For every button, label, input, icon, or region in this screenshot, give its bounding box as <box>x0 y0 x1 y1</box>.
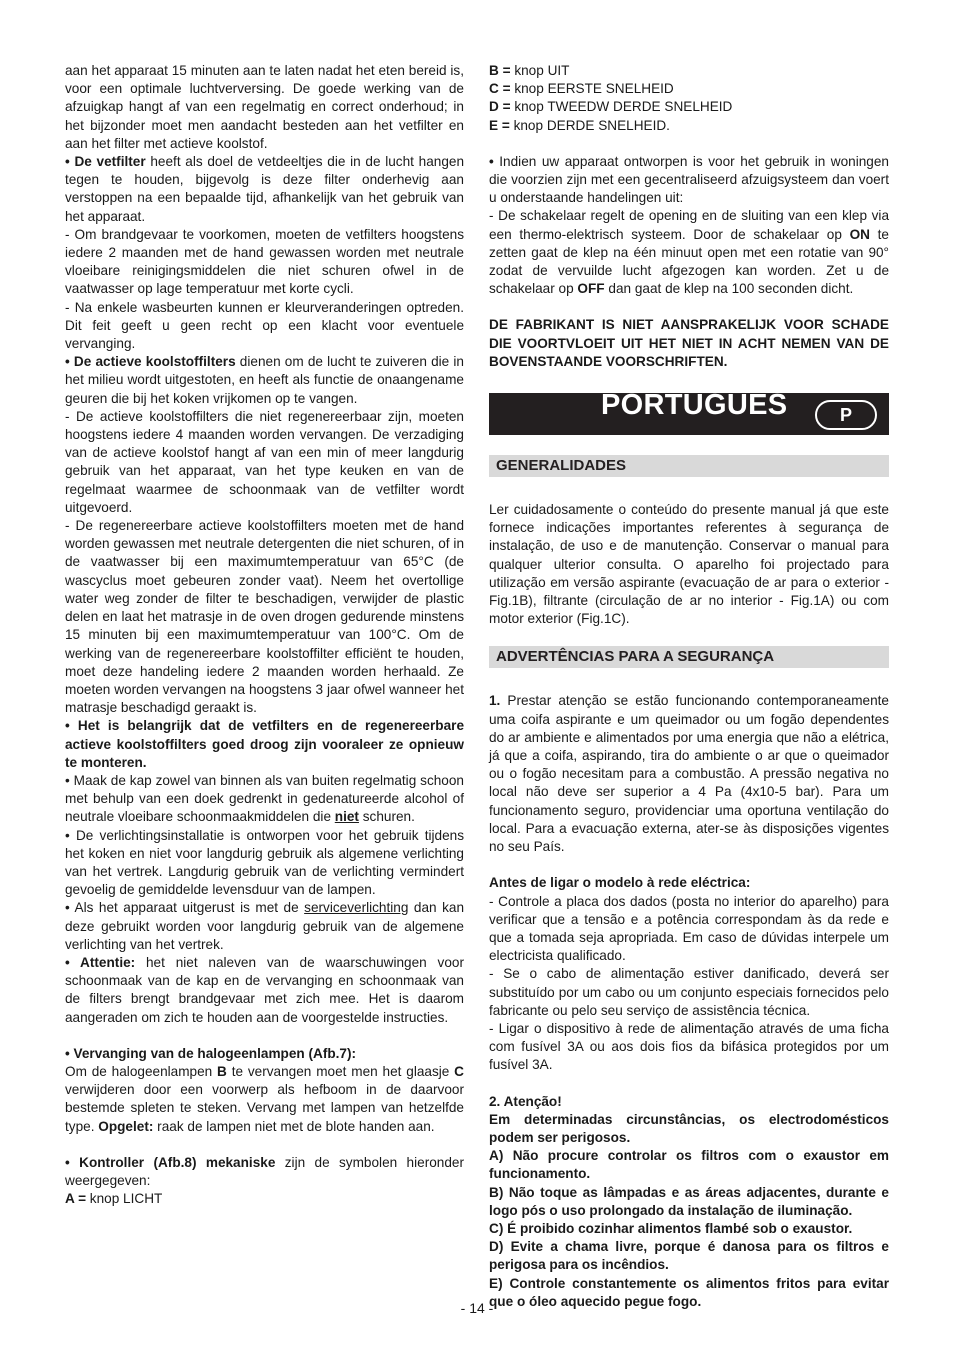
before-connect-heading: Antes de ligar o modelo à rede eléctrica: <box>489 875 751 891</box>
key-b-value: knop UIT <box>510 63 570 78</box>
paragraph-discoloration: - Na enkele wasbeurten kunnen er kleurveranderingen optreden. Dit feit geeft u geen recht op een klacht voor eventuele vervanging. <box>65 299 464 352</box>
paragraph-halogen <box>65 1063 464 1136</box>
paragraph-generalidades: Ler cuidadosamente o conteúdo do presente manual já que este fornece indicações importantes referentes à segurança de instalação, de uso e de manutenção. Conservar o manual para qualquer ulterior consulta. O aparelho foi projectado para utilização em versão aspirante (evacuação de ar para o exterior - Fig.1B), filtrante (circulação de ar no interior - Fig.1A) ou com motor exterior (Fig.1C). <box>489 502 889 627</box>
safety-1-number: 1. <box>489 693 501 709</box>
central-system-text: Indien uw apparaat ontworpen is voor het gebruik in woningen die voorzien zijn met een gecentraliseerd afzuigsysteem dan voert u onderstaande handelingen uit: <box>489 153 889 206</box>
key-c <box>489 80 889 98</box>
right-column <box>489 62 889 1311</box>
paragraph-regenerable: - De regenereerbare actieve koolstoffilters moeten met de hand worden gewassen met neutrale detergenten die niet schuren, of in de vaatwasser bij een maximumtemperatuur van 65°C (de wascyclus moet gebeuren zonder vaat). Neem het overtollige water weg zonder de filter te beschadigen, verwijder de plastic delen en laat het matrasje in de oven drogen gedurende minstens 15 minuten bij een maximumtemperatuur van 100°C. Om de werking van de regenereerbare koolstoffilter efficiënt te houden, moet deze handeling iedere 2 maanden worden herhaald. Ze moeten worden vervangen na hoogstens 3 jaar ofwel wanneer het matrasje beschadigd geraakt is. <box>65 518 464 716</box>
service-lighting-term: serviceverlichting <box>304 900 409 916</box>
cleaning-text: • Maak de kap zowel van binnen als van buiten regelmatig schoon met behulp van een doek gedrenkt in gedenatureerde alcohol of neutrale vloeibare schoonmaakmiddelen die <box>65 772 464 825</box>
paragraph-grease-filter <box>65 153 464 226</box>
paragraph-safety-1 <box>489 692 889 856</box>
grease-filter-text: heeft als doel de vetdeeltjes die in de lucht hangen tegen te houden, bijgevolg is deze filter onderhevig aan verstoppen na een bepaalde tijd, afhankelijk van het gebruik van het apparaat. <box>65 154 465 224</box>
attention-line-intro: Em determinadas circunstâncias, os electrodomésticos podem ser perigosos. <box>489 1111 889 1145</box>
paragraph-attention <box>65 954 464 1027</box>
attention-line-c: C) É proibido cozinhar alimentos flambé sob o exaustor. <box>489 1220 853 1236</box>
attention-line-e: E) Controle constantemente os alimentos fritos para evitar que o óleo aquecido pegue fogo. <box>489 1275 889 1309</box>
key-c-label: C = <box>489 81 511 97</box>
valve-text-3: dan gaat de klep na 100 seconden dicht. <box>604 281 854 297</box>
language-badge: P <box>815 400 877 430</box>
key-a-label: A = <box>65 1191 87 1207</box>
valve-text-2: te zetten gaat de klep na één minuut open met een rotatie van 90° zodat de vervuilde lucht afgezogen kan worden. Zet u de schakelaar op <box>489 226 889 297</box>
attention-line-b: B) Não toque as lâmpadas e as áreas adjacentes, durante e logo pós o uso prolongado da instalação de iluminação. <box>489 1184 889 1218</box>
section-heading-seguranca: ADVERTÊNCIAS PARA A SEGURANÇA <box>489 646 889 668</box>
section-heading-generalidades: GENERALIDADES <box>489 455 889 477</box>
paragraph-fire-hazard: - Om brandgevaar te voorkomen, moeten de vetfilters hoogstens iedere 2 maanden met de hand gewassen worden met neutrale vloeibare reinigingsmiddelen die niet schuren ofwel in de vaatwasser op lage temperatuur met korte cycli. <box>65 226 464 297</box>
cleaning-emphasis: niet <box>334 809 359 825</box>
attention-line-d: D) Evite a chama livre, porque é danosa para os filtros e perigosa para os incêndios. <box>489 1239 889 1273</box>
service-lighting-text: • Als het apparaat uitgerust is met de <box>65 900 305 916</box>
key-e-value: knop DERDE SNELHEID. <box>509 117 670 133</box>
key-c-value: knop EERSTE SNELHEID <box>510 81 674 97</box>
cleaning-text-end: schuren. <box>358 809 415 825</box>
halogen-key-c: C <box>454 1063 464 1079</box>
before-connect-item-2: - Se o cabo de alimentação estiver danificado, deverá ser substituído por um cabo ou um conjunto especiais fornecidos pelo fabricante ou pelo seu serviço de assistência técnica. <box>489 966 889 1018</box>
carbon-filters-heading: • De actieve koolstoffilters <box>65 354 236 370</box>
halogen-key-b: B <box>217 1063 227 1079</box>
paragraph-dry-filters: • Het is belangrijk dat de vetfilters en de regenereerbare actieve koolstoffilters goed droog zijn vooraleer ze opnieuw te monteren. <box>65 718 464 770</box>
paragraph-non-regenerable: - De actieve koolstoffilters die niet regenereerbaar zijn, moeten hoogstens iedere 4 maanden worden vervangen. De verzadiging van de actieve koolstof hangt af van een min of meer langdurig gebruik van het apparaat, van het type keuken en van de regelmaat waarmee de schoonmaak van de vetfilter wordt uitgevoerd. <box>65 408 464 515</box>
key-d-label: D = <box>489 99 511 115</box>
key-d <box>489 98 889 116</box>
key-a-value: knop LICHT <box>86 1191 163 1207</box>
left-column <box>65 62 464 1208</box>
valve-text-1: - De schakelaar regelt de opening en de sluiting van een klep via een thermo-elektrisch systeem. Door de schakelaar op <box>489 208 889 242</box>
before-connect-item-3: - Ligar o dispositivo à rede de alimentação através de uma ficha com fusível 3A ou aos dois fios da bifásica protegidos por um fusível 3A. <box>489 1020 889 1073</box>
key-b-label: B = <box>489 63 511 78</box>
key-d-value: knop TWEEDW DERDE SNELHEID <box>510 99 733 115</box>
halogen-text-1: Om de halogeenlampen <box>65 1063 218 1079</box>
paragraph-carbon-filters <box>65 353 464 408</box>
key-b <box>489 62 889 80</box>
halogen-text-2: te vervangen moet men het glaasje <box>226 1063 455 1079</box>
service-lighting-text-end: dan kan deze gebruikt worden voor langdurig gebruik van de algemene verlichting van het vertrek. <box>65 900 465 952</box>
manufacturer-disclaimer: DE FABRIKANT IS NIET AANSPRAKELIJK VOOR SCHADE DIE VOORTVLOEIT UIT HET NIET IN ACHT NEMEN VAN DE BOVENSTAANDE VOORSCHRIFTEN. <box>489 317 889 369</box>
before-connect-item-1: - Controle a placa dos dados (posta no interior do aparelho) para verificar que a tensão e a potência correspondam às da rede e que a tomada seja apropriada. Em caso de dúvidas interpele um electricista qualificado. <box>489 893 889 964</box>
halogen-text-4: raak de lampen niet met de blote handen aan. <box>153 1118 435 1134</box>
key-e <box>489 117 889 135</box>
paragraph-controller <box>65 1154 464 1190</box>
language-banner <box>489 389 889 435</box>
halogen-heading: • Vervanging van de halogeenlampen (Afb.7): <box>65 1045 357 1061</box>
paragraph-lighting: • De verlichtingsinstallatie is ontworpen voor het gebruik tijdens het koken en niet voor langdurig gebruik als algemene verlichting van het vertrek. Langdurig gebruik van de verlichting vermindert gevoelig de gemiddelde levensduur van de lampen. <box>65 827 464 898</box>
banner-title: PORTUGUÊS <box>601 389 788 422</box>
paragraph-central-system <box>489 153 889 208</box>
attention-line-a: A) Não procure controlar os filtros com o exaustor em funcionamento. <box>489 1148 889 1182</box>
halogen-text-3: verwijderen door een voorwerp als hefboom in de daarvoor bestemde spleten te steken. Vervang met lampen van hetzelfde type. <box>65 1082 464 1134</box>
controller-text: zijn de symbolen hieronder weergegeven: <box>65 1154 464 1188</box>
attention-heading: • Attentie: <box>65 954 136 970</box>
paragraph-cleaning <box>65 772 464 827</box>
key-e-label: E = <box>489 117 510 133</box>
controller-heading: • Kontroller (Afb.8) mekaniske <box>65 1154 276 1170</box>
carbon-filters-text: dienen om de lucht te zuiveren die in het milieu wordt uitgestoten, en heeft als functie de onaangename geuren die bij het koken vrijkomen op te vangen. <box>65 354 464 406</box>
valve-off: OFF <box>577 281 605 297</box>
paragraph-service-lighting <box>65 899 464 954</box>
safety-1-text: Prestar atenção se estão funcionando contemporaneamente uma coifa aspirante e um queimador ou um fogão dependentes do ar ambiente e alimentados por uma energia que não a elétrica, já que a coifa, aspirando, tira do ambiente o ar que o queimador ou o fogão necesitam para a combustão. A pressão negativa no local não deve ser superior a 4 Pa (4x10-5 bar). Para um funcionamento seguro, providenciar uma oportuna ventilação do local. Para a evacuação externa, ater-se às disposições vigentes no seu País. <box>489 693 889 855</box>
grease-filter-heading: • De vetfilter <box>65 154 146 170</box>
valve-on: ON <box>849 226 870 242</box>
attention-2-heading: 2. Atenção! <box>489 1093 562 1109</box>
attention-text: het niet naleven van de waarschuwingen voor schoonmaak van de kap en de vervanging en schoonmaak van de filters brengt brandgevaar met zich mee. Het is daarom aangeraden om zich te houden aan de voorgestelde instructies. <box>65 954 464 1025</box>
bullet: • <box>489 153 500 169</box>
page-number: - 14 - <box>460 1300 494 1316</box>
paragraph-ventilation: aan het apparaat 15 minuten aan te laten nadat het eten bereid is, voor een optimale luchtverversing. De goede werking van de afzuigkap hangt af van een regelmatig en correct onderhoud; in het bijzonder moet men aandacht besteden aan het vetfilter en aan het filter met actieve koolstof. <box>65 63 464 151</box>
paragraph-valve <box>489 207 889 298</box>
key-a <box>65 1190 464 1208</box>
halogen-warning: Opgelet: <box>98 1118 154 1134</box>
